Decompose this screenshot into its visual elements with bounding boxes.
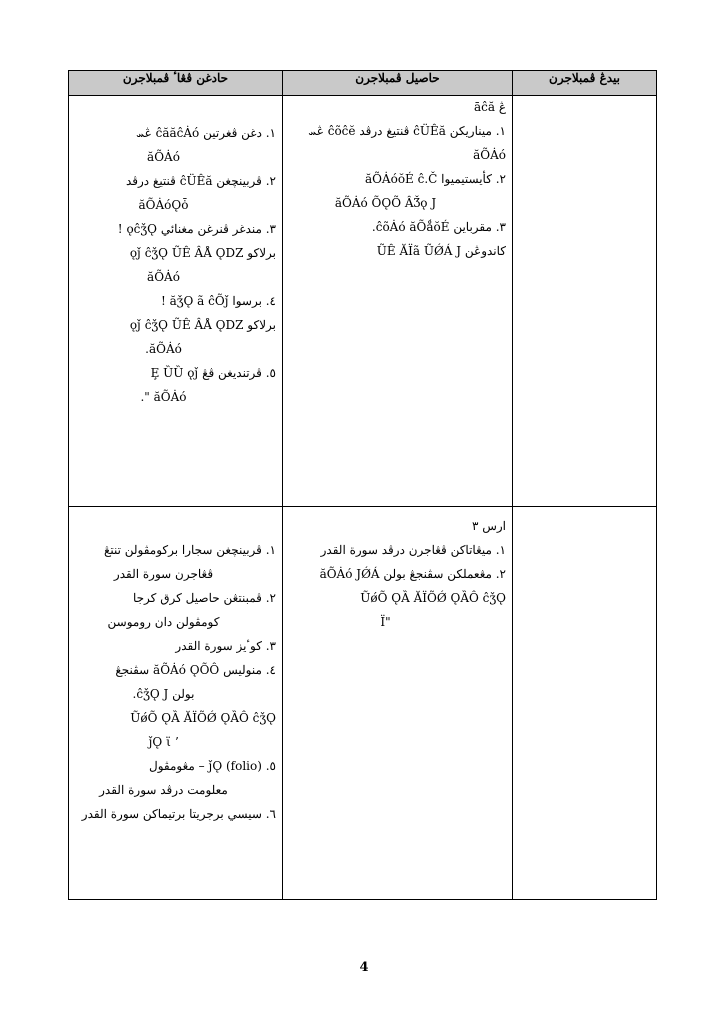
row2-activity-line: ٢. ڤمبنتڠن حاصيل كرق كرجا: [132, 591, 276, 605]
row2-outcome-line: ٢. مڠعملكن سڤنجڠ بولن ăÕȦó JǾÁ: [319, 567, 506, 581]
row2-outcome-line: ŨǿÕ ǪȀ ĂÏÕǾ ǪȀÔ ĉǯǪ: [360, 591, 506, 605]
row1-activities-cell: [69, 96, 283, 507]
row2-activity-line: ٦. سيسي برجريتا برتيماكن سورة القدر: [81, 807, 276, 821]
row1-activity-line: ٤. برسوا ăǯǪ ã ĉÕǰ !: [160, 294, 276, 308]
page-number: 4: [359, 960, 369, 975]
header-field: بيدڠ ڤمبلاجرن: [513, 71, 657, 96]
row2-activities-cell: [69, 507, 283, 900]
row1-activity-line: ăÕȦóǪȱ: [138, 198, 189, 212]
lesson-plan-table: [68, 70, 657, 900]
row1-activity-line: برلاكو ǫǰ ĉǯǪ ŨÊ ÂÅ ǪǱ: [129, 246, 276, 260]
row2-field-cell: [513, 507, 657, 900]
row2-outcome-line: ١. ميڠاتاكن ڤڠاجرن درڤد سورة القدر: [320, 543, 506, 557]
row1-outcome-line: كاندوڠن ŨÊ ĂÏã ŨǾÁ J: [376, 244, 506, 258]
row2-activity-line: ŨǿÕ ǪȀ ĂÏÕǾ ǪȀÔ ĉǯǪ: [130, 711, 276, 725]
row2-activity-line: ڤڠاجرن سورة القدر: [113, 567, 214, 581]
row2-outcome-line: ارس ٣: [471, 519, 506, 533]
row2-outcome-line: "Ϊ: [380, 615, 391, 629]
row1-outcomes-cell: [283, 96, 513, 507]
row1-activity-line: ăÕȦó: [147, 270, 180, 284]
row1-activity-line: ٣. مندغر ڤنرغن مغنائي ǫĉǯǪ !: [117, 222, 276, 236]
row2-activity-line: بولن ĉǯǪ J.: [132, 687, 195, 701]
row1-activity-line: ăÕȦó ".: [140, 390, 187, 404]
row1-outcome-line: ăÕȦó ÕǪÕ ÂǮǫ J: [334, 196, 437, 210]
row1-activity-line: ăÕȦó: [147, 150, 180, 164]
row1-activity-line: ١. دغن ڤغرتين ĉăăĉȦó ڠܚ: [136, 126, 276, 140]
row1-outcome-line: ١. ميناريكن ĉÜÊă ڤنتيغ درڤد ĉõĉĕ ڠܚ: [308, 124, 506, 138]
row2-activity-line: معلومت درڤد سورة القدر: [99, 783, 228, 797]
row1-activity-line: برلاكو ǫǰ ĉǯǪ ŨÊ ÂÅ ǪǱ: [129, 318, 276, 332]
row1-outcome-line: ڠ āĉă: [473, 100, 506, 114]
header-activities: حادغن ڤڠاٴ ڤمبلاجرن: [69, 71, 283, 96]
row1-activity-line: ăÕȦó.: [145, 342, 182, 356]
row2-outcomes-cell: [283, 507, 513, 900]
row1-activity-line: ٥. ڤرتنديغن ڤڠ Ȩ ȔȔ ǫǰ: [150, 366, 276, 380]
row1-outcome-line: ăÕȦó: [473, 148, 506, 162]
row2-activity-line: ٣. كوٴيز سورة القدر: [175, 639, 276, 653]
row2-activity-line: ١. ڤربينچغن سجارا بركومڤولن تنتڠ: [103, 543, 276, 557]
row1-outcome-line: ٣. مقرباين ĉõȦó ăÕǻŏÉ.: [371, 220, 506, 234]
row1-field-cell: [513, 96, 657, 507]
row2-activity-line: ǰǪ ϊ ʼ: [148, 735, 179, 749]
row2-activity-line: كومڤولن دان روموسن: [107, 615, 220, 629]
row1-outcome-line: ٢. كأيستيميوا ăÕȦóŏÉ ĉ.Č: [364, 172, 506, 186]
row2-activity-line: ٤. منوليس ăÕȦó ǪÕÔ سڤنجڠ: [115, 663, 276, 677]
header-outcomes: حاصيل ڤمبلاجرن: [283, 71, 513, 96]
row1-activity-line: ٢. ڤربينچغن ĉÜÊă ڤنتيغ درڤد: [125, 174, 276, 188]
row2-activity-line: ٥. ǰǪ (folio) – مڠومڤول: [149, 759, 276, 773]
